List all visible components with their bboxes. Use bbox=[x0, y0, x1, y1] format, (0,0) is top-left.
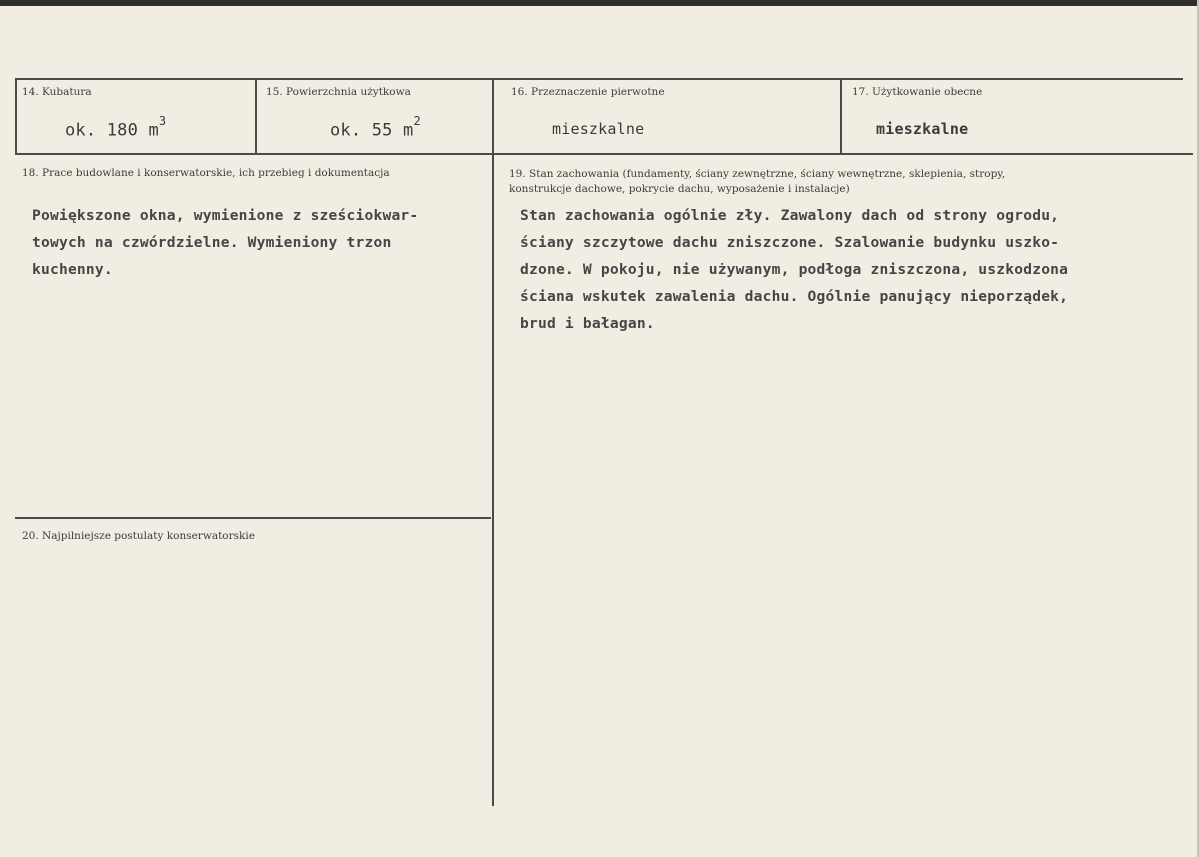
field-18-line: kuchenny. bbox=[32, 261, 113, 278]
field-14-value bbox=[65, 114, 167, 141]
field-19-label bbox=[509, 167, 1005, 197]
rule-row1-bottom bbox=[15, 153, 1193, 155]
field-15-value bbox=[330, 114, 421, 141]
rule-left bbox=[15, 78, 17, 155]
field-19-label-line: 19. Stan zachowania (fundamenty, ściany zewnętrzne, ściany wewnętrzne, sklepienia, stropy, bbox=[509, 168, 1006, 180]
field-18-label: 18. Prace budowlane i konserwatorskie, ich przebieg i dokumentacja bbox=[22, 167, 390, 179]
field-19-line: ściana wskutek zawalenia dachu. Ogólnie panujący nieporządek, bbox=[520, 288, 1069, 305]
field-16-value: mieszkalne bbox=[552, 120, 645, 138]
field-18-text bbox=[32, 202, 418, 283]
field-19-text bbox=[520, 202, 1068, 337]
field-18-line: Powiększone okna, wymienione z sześciokwar- bbox=[32, 207, 419, 224]
field-14-text: ok. 180 m bbox=[65, 120, 159, 141]
rule-top bbox=[15, 78, 1183, 80]
rule-col2 bbox=[492, 78, 494, 806]
field-20-label: 20. Najpilniejsze postulaty konserwatorskie bbox=[22, 530, 255, 542]
rule-col3 bbox=[840, 78, 842, 155]
field-19-line: Stan zachowania ogólnie zły. Zawalony dach od strony ogrodu, bbox=[520, 207, 1060, 224]
rule-row2-bottom bbox=[15, 517, 491, 519]
field-15-text: ok. 55 m bbox=[330, 120, 414, 141]
field-15-superscript: 2 bbox=[413, 114, 421, 128]
field-16-label: 16. Przeznaczenie pierwotne bbox=[511, 86, 665, 98]
field-17-label: 17. Użytkowanie obecne bbox=[852, 86, 983, 98]
field-14-superscript: 3 bbox=[158, 114, 167, 128]
field-19-line: brud i bałagan. bbox=[520, 315, 655, 332]
field-17-value: mieszkalne bbox=[876, 120, 969, 138]
field-19-label-line: konstrukcje dachowe, pokrycie dachu, wyposażenie i instalacje) bbox=[509, 183, 850, 195]
top-edge bbox=[0, 0, 1199, 6]
field-19-line: ściany szczytowe dachu zniszczone. Szalowanie budynku uszko- bbox=[520, 234, 1060, 251]
field-14-label: 14. Kubatura bbox=[22, 86, 92, 98]
field-19-line: dzone. W pokoju, nie używanym, podłoga zniszczona, uszkodzona bbox=[520, 261, 1069, 278]
field-15-label: 15. Powierzchnia użytkowa bbox=[266, 86, 411, 98]
field-18-line: towych na czwórdzielne. Wymieniony trzon bbox=[32, 234, 392, 251]
rule-col1 bbox=[255, 78, 257, 155]
